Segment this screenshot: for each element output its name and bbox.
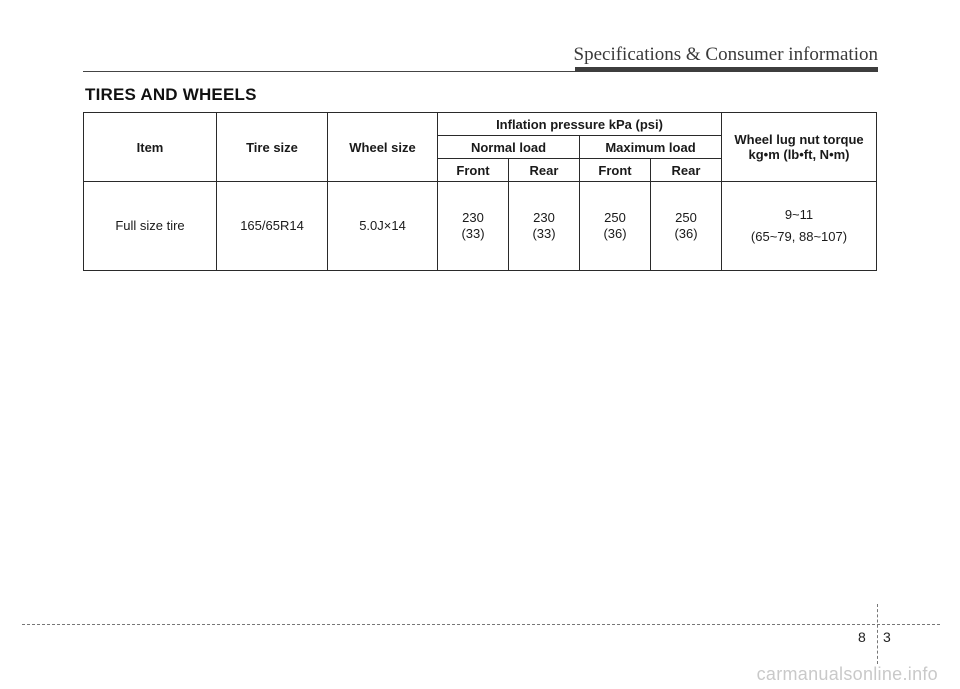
chapter-number: 8 xyxy=(858,629,866,645)
header-divider-thin xyxy=(83,71,575,72)
table-row xyxy=(84,182,877,271)
header-item: Item xyxy=(84,113,217,182)
header-inflation-pressure: Inflation pressure kPa (psi) xyxy=(438,113,722,136)
normal-rear-kpa: 230 xyxy=(533,210,555,225)
page-number: 3 xyxy=(883,629,891,645)
header-maximum-load: Maximum load xyxy=(580,136,722,159)
watermark: carmanualsonline.info xyxy=(756,664,938,684)
normal-front-kpa: 230 xyxy=(462,210,484,225)
normal-rear-psi: (33) xyxy=(532,226,556,241)
torque-kgm: 9~11 xyxy=(784,207,814,222)
cell-wheel-size: 5.0J×14 xyxy=(328,182,438,271)
normal-front-psi: (33) xyxy=(461,226,485,241)
section-header-title: Specifications & Consumer information xyxy=(573,44,878,65)
footer-divider xyxy=(22,624,940,625)
cell-normal-front xyxy=(438,182,509,271)
cell-normal-rear xyxy=(509,182,580,271)
header-max-front: Front xyxy=(580,159,651,182)
max-rear-psi: (36) xyxy=(674,226,698,241)
cell-max-front xyxy=(580,182,651,271)
header-tire-size: Tire size xyxy=(217,113,328,182)
header-max-rear: Rear xyxy=(651,159,722,182)
header-torque-line1: Wheel lug nut torque xyxy=(734,132,864,147)
page-title: TIRES AND WHEELS xyxy=(85,85,257,104)
header-torque-line2: kg•m (lb•ft, N•m) xyxy=(748,147,850,162)
cell-tire-size: 165/65R14 xyxy=(217,182,328,271)
max-front-kpa: 250 xyxy=(604,210,626,225)
tires-wheels-table xyxy=(83,112,877,271)
cell-torque xyxy=(722,182,877,271)
cell-max-rear xyxy=(651,182,722,271)
footer-page-divider xyxy=(877,604,878,664)
max-rear-kpa: 250 xyxy=(675,210,697,225)
header-normal-front: Front xyxy=(438,159,509,182)
header-lug-nut-torque xyxy=(722,113,877,182)
header-divider-thick xyxy=(575,67,878,72)
max-front-psi: (36) xyxy=(603,226,627,241)
header-wheel-size: Wheel size xyxy=(328,113,438,182)
cell-item: Full size tire xyxy=(84,182,217,271)
header-normal-load: Normal load xyxy=(438,136,580,159)
torque-lbft-nm: (65~79, 88~107) xyxy=(750,229,848,244)
header-normal-rear: Rear xyxy=(509,159,580,182)
